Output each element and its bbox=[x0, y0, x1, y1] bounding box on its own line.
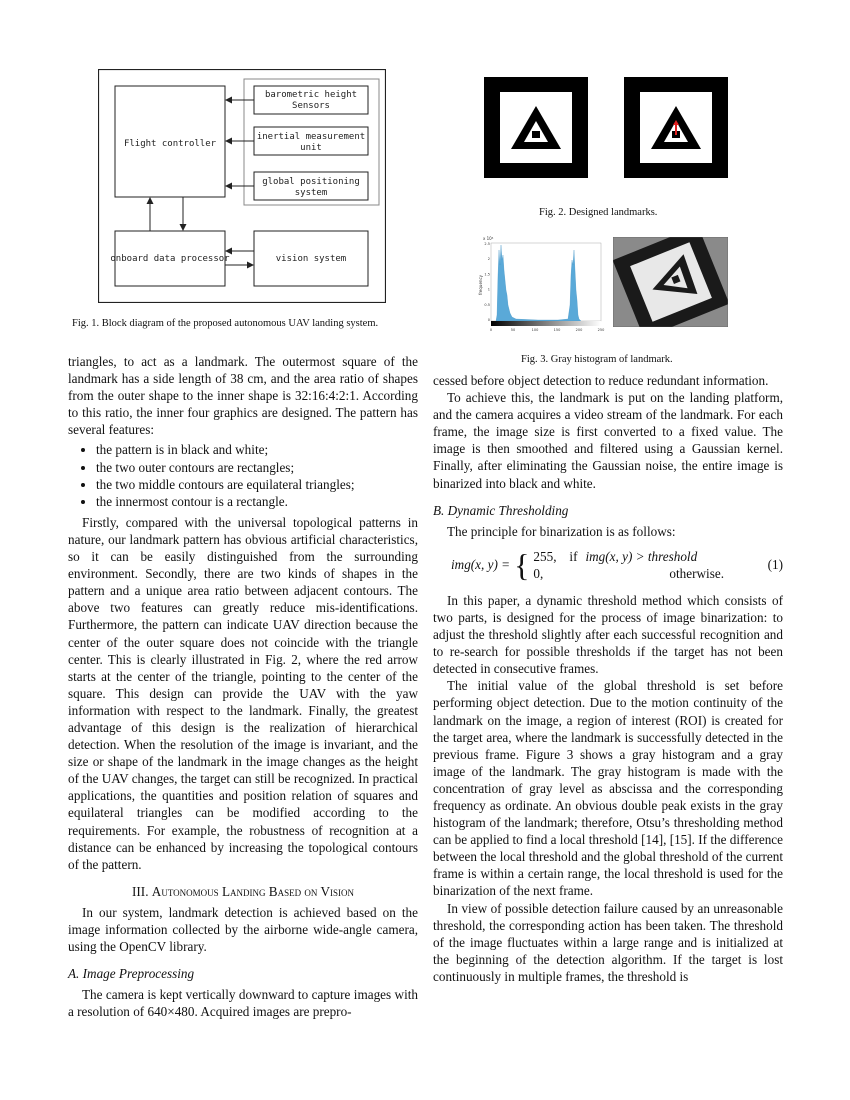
imu-label-1: inertial measurement bbox=[256, 132, 366, 142]
section-number: III. bbox=[132, 883, 149, 899]
hist-xtick-label: 100 bbox=[531, 328, 539, 332]
fig2-caption: Fig. 2. Designed landmarks. bbox=[539, 207, 658, 218]
left-column bbox=[68, 353, 418, 1020]
right-paragraph-1: cessed before object detection to reduce redundant information. bbox=[433, 373, 769, 388]
gray-histogram bbox=[478, 235, 606, 333]
fig1-caption: Fig. 1. Block diagram of the proposed autonomous UAV landing system. bbox=[72, 318, 379, 329]
case1-condition: img(x, y) > threshold bbox=[585, 548, 698, 564]
vision-system-label: vision system bbox=[275, 254, 347, 264]
subsection-b-heading: B. Dynamic Thresholding bbox=[433, 502, 569, 518]
hist-ytick-label: 0 bbox=[487, 318, 490, 322]
hist-ytick-label: 2.5 bbox=[484, 242, 490, 246]
feature-item: • the pattern is in black and white; bbox=[96, 441, 418, 458]
section-title: Autonomous Landing Based on Vision bbox=[151, 883, 354, 899]
barometric-label-1: barometric height bbox=[264, 90, 358, 100]
landmark-2 bbox=[624, 77, 728, 178]
left-paragraph-4: The camera is kept vertically downward to capture images with a resolution of 640×480. Acquired images are prepro- bbox=[68, 987, 418, 1020]
case2-condition: otherwise. bbox=[669, 565, 724, 581]
block-diagram bbox=[98, 69, 386, 303]
hist-xtick-label: 150 bbox=[553, 328, 561, 332]
equation-brace: { bbox=[514, 546, 530, 583]
case1-value: 255, bbox=[533, 548, 557, 564]
feature-item: • the two outer contours are rectangles; bbox=[96, 459, 418, 476]
equation-lhs: img(x, y) = bbox=[451, 557, 511, 573]
left-paragraph-3: In our system, landmark detection is achieved based on the image information collected by the airborne wide-angle camera, using the OpenCV library. bbox=[68, 904, 418, 955]
barometric-label-2: Sensors bbox=[292, 101, 330, 111]
section-heading bbox=[68, 883, 418, 900]
feature-item: • the innermost contour is a rectangle. bbox=[96, 493, 418, 510]
right-paragraph-4: In this paper, a dynamic threshold method which consists of two parts, is designed for the process of image binarization: to adjust the threshold slightly after each successful recognition and to re-search for possible thresholds if the target has not been detected in consecutive frames. bbox=[433, 592, 783, 677]
hist-ylabel: frequency bbox=[478, 274, 483, 296]
hist-ytick-label: 1 bbox=[487, 287, 490, 292]
right-paragraph-6: In view of possible detection failure caused by an unreasonable threshold, the corresponding action has been taken. The threshold of the image fluctuates within a large range and is initialized at the beginning of the detection algorithm. If the target is lost continuously in multiple frames, the threshold is bbox=[433, 900, 783, 984]
equation-number: (1) bbox=[767, 557, 783, 573]
right-paragraph-2: To achieve this, the landmark is put on the landing platform, and the camera acquires a video stream of the landmark. For each frame, the image size is first converted to a fixed value. The image is then smoothed and filtered using a Gaussian kernel. Finally, after eliminating the Gaussian noise, the entire image is binarized into black and white. bbox=[433, 390, 783, 491]
gps-label-2: system bbox=[294, 188, 328, 198]
gray-scale-bar bbox=[491, 321, 601, 326]
flight-controller-label: Flight controller bbox=[123, 139, 217, 149]
right-column bbox=[433, 372, 783, 985]
gray-landmark-image bbox=[613, 237, 728, 327]
case2-value: 0, bbox=[533, 565, 544, 581]
left-paragraph-2: Firstly, compared with the universal topological patterns in nature, our landmark pattern has obvious artificial characteristics, so it can be easily distinguished from the surrounding environment. Secondly, there are two kinds of shapes in the pattern and a unique area ratio between adjacent contours. The above two features can greatly reduce mis-identifications. Furthermore, the pattern can indicate UAV direction because the center of the outer square does not coincide with the triangle center. This is clearly illustrated in Fig. 2, where the red arrow starts at the center of the triangle, pointing to the center of the square. This design can provide the UAV with the yaw information with respect to the landmark. Finally, the greatest advantage of this design is the realization of hierarchical detection. When the resolution of the image is invariant, and the size or shape of the landmark in the image changes as the height of the UAV changes, the target can still be recognized. In practical applications, the quantities and position relation of squares and equilateral triangles can be modified according to the requirements. For example, the robustness of recognition at a distance can be enhanced by increasing the topological contours of the pattern. bbox=[68, 514, 418, 872]
hist-xtick-label: 250 bbox=[597, 328, 605, 332]
feature-list bbox=[68, 441, 418, 509]
hist-xtick-label: 0 bbox=[489, 328, 493, 332]
left-paragraph-1: triangles, to act as a landmark. The outermost square of the landmark has a side length of 38 cm, and the area ratio of shapes from the outer shape to the inner shape is 32:16:4:2:1. According to this ratio, the inner four graphics are designed. The pattern has several features: bbox=[68, 354, 418, 438]
landmark-1 bbox=[484, 77, 588, 178]
hist-ytick-label: 2 bbox=[487, 257, 490, 262]
hist-xtick-label: 200 bbox=[575, 328, 583, 332]
gps-label-1: global positioning bbox=[262, 177, 360, 187]
equation-cases bbox=[533, 548, 724, 582]
right-paragraph-3: The principle for binarization is as follows: bbox=[447, 523, 676, 539]
equation-1 bbox=[433, 548, 783, 582]
hist-xtick-label: 50 bbox=[510, 328, 516, 332]
imu-label-2: unit bbox=[300, 143, 322, 153]
hist-exponent: x 10⁴ bbox=[483, 236, 494, 241]
case1-if: if bbox=[569, 548, 578, 564]
right-paragraph-5: The initial value of the global threshold is set before performing object detection. Due to the motion continuity of the landmark on the image, a region of interest (ROI) is created for the target area, where the landmark is successfully detected in the previous frame. Figure 3 shows a gray histogram and a gray image of the landmark. The gray histogram is made with the concentration of gray level as abscissa and the corresponding frequency as ordinate. An obvious double peak exists in the gray histogram of the landmark; therefore, Otsu’s thresholding method can be applied to find a local threshold [14], [15]. If the difference between the local threshold and the global threshold of the current frame is within a certain range, the local threshold is used for the binarization of the next frame. bbox=[433, 678, 783, 899]
hist-ytick-label: 0.5 bbox=[484, 302, 490, 307]
onboard-processor-label: onboard data processor bbox=[110, 254, 230, 264]
hist-ytick-label: 1.5 bbox=[484, 272, 490, 277]
fig3-caption: Fig. 3. Gray histogram of landmark. bbox=[521, 354, 673, 365]
subsection-a-heading: A. Image Preprocessing bbox=[68, 966, 195, 982]
feature-item: • the two middle contours are equilateral triangles; bbox=[96, 476, 418, 493]
